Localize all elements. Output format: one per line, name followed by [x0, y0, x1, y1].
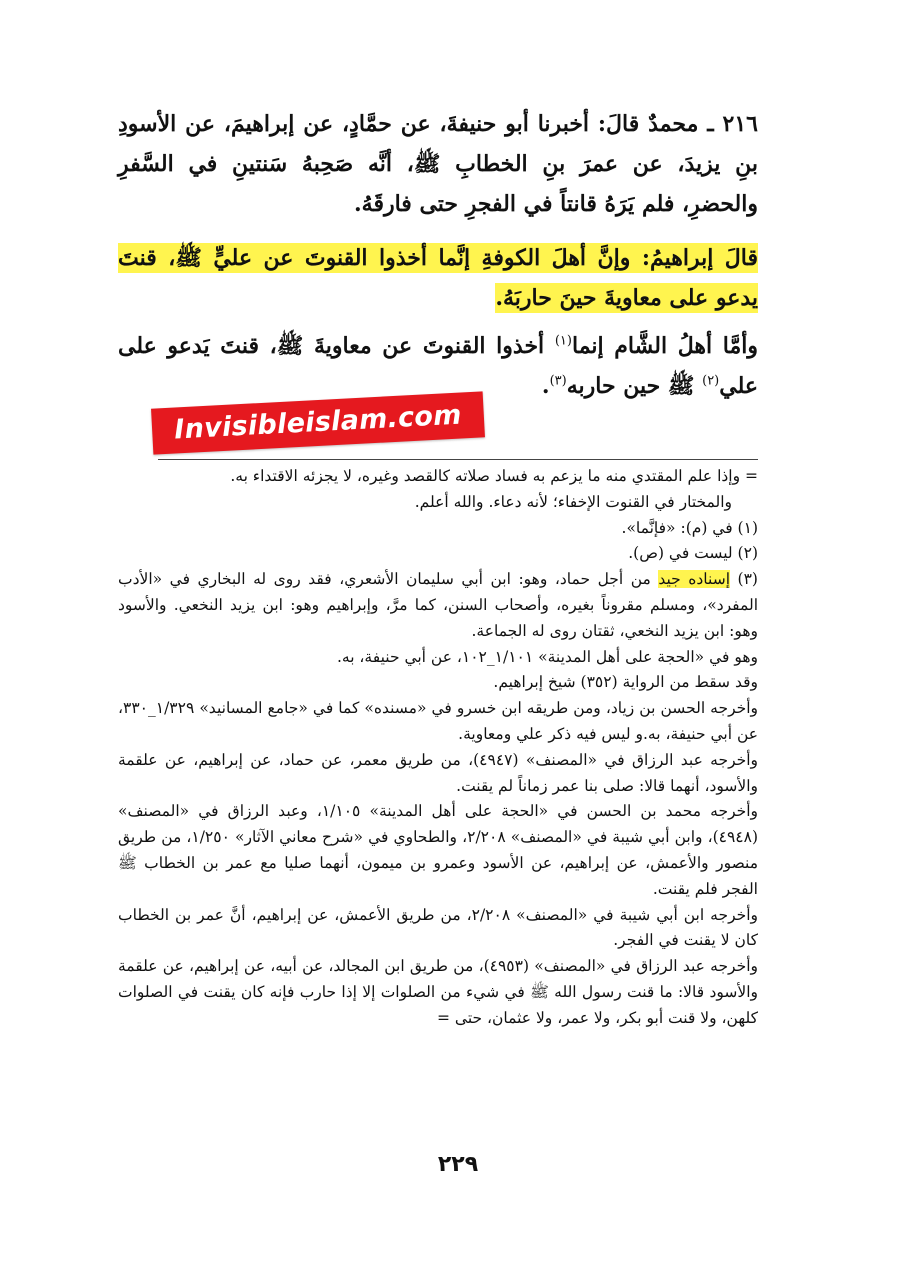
footnote-continuation: = وإذا علم المقتدي منه ما يزعم به فساد صلاته كالقصد وغيره، لا يجزئه الاقتداء به. [230, 467, 758, 485]
footnote-ref-3: (٣) [549, 373, 567, 389]
footnote-3-line: وأخرجه عبد الرزاق في «المصنف» (٤٩٥٣)، من طريق ابن المجالد، عن أبيه، عن إبراهيم، عن علقمة والأسود قالا: ما قنت رسول الله ﷺ في شيء من الصلوات إلا إذا حارب فإنه كان يقنت في الصلوات كلهن، ولا قنت أبو بكر، ولا عمر، ولا عثمان، حتى = [118, 957, 758, 1027]
page-number: ٢٢٩ [437, 1152, 479, 1177]
hadith-paragraph-216 [118, 104, 758, 224]
hadith-text: ٢١٦ ـ محمدٌ قالَ: أخبرنا أبو حنيفةَ، عن حمَّادٍ، عن إبراهيمَ، عن الأسودِ بنِ يزيدَ، عن عمرَ بنِ الخطابِ ﷺ، أنَّه صَحِبهُ سَنتينِ في السَّفرِ والحضرِ، فلم يَرَهُ قانتاً في الفجرِ حتى فارقَهُ. [118, 111, 758, 217]
footnote-continuation-2: والمختار في القنوت الإخفاء؛ لأنه دعاء. والله أعلم. [414, 492, 732, 511]
footnote-3-number: (٣) [730, 570, 758, 589]
watermark-banner: Invisibleislam.com [151, 391, 485, 454]
footnotes [118, 464, 758, 1032]
footnote-3 [118, 567, 758, 644]
footnote-3-line: وهو في «الحجة على أهل المدينة» ١/١٠١_١٠٢، عن أبي حنيفة، به. [336, 647, 758, 666]
footnote-3-highlight: إسناده جيد [658, 570, 731, 589]
sham-text-b: أخذوا القنوتَ عن معاويةَ ﷺ، قنتَ يَدعو على علي [118, 333, 758, 399]
footnote-ref-2: (٢) [702, 373, 720, 389]
footnote-3-line: وأخرجه الحسن بن زياد، ومن طريقه ابن خسرو في «مسنده» كما في «جامع المسانيد» ١/٣٢٩_٣٣٠، عن أبي حنيفة، به.و ليس فيه ذكر علي ومعاوية. [118, 699, 758, 743]
sham-text-a: وأمَّا أهلُ الشَّام إنما [571, 333, 759, 359]
highlighted-paragraph [118, 238, 758, 318]
sham-text-d: . [541, 373, 550, 399]
footnote-3-line: وأخرجه عبد الرزاق في «المصنف» (٤٩٤٧)، من طريق معمر، عن حماد، عن إبراهيم، عن علقمة والأسود، أنهما قالا: صلى بنا عمر زماناً لم يقنت. [118, 750, 758, 795]
footnote-3-text: من أجل حماد، وهو: ابن أبي سليمان الأشعري، فقد روى له البخاري في «الأدب المفرد»، ومسلم مقروناً بغيره، وأصحاب السنن، كما مرَّ، وإبراهيم وهو: ابن يزيد النخعي. والأسود وهو: ابن يزيد النخعي، ثقتان روى له الجماعة. [118, 570, 758, 640]
footnote-3-line: وقد سقط من الرواية (٣٥٢) شيخ إبراهيم. [493, 673, 758, 692]
footnote-divider [158, 459, 758, 460]
footnote-3-line: وأخرجه ابن أبي شيبة في «المصنف» ٢/٢٠٨، من طريق الأعمش، عن إبراهيم، أنَّ عمر بن الخطاب كان لا يقنت في الفجر. [118, 905, 758, 950]
footnote-ref-1: (١) [554, 333, 572, 349]
footnote-1: (١) في (م): «فإنَّما». [621, 518, 758, 537]
highlighted-text: قالَ إبراهيمُ: وإنَّ أهلَ الكوفةِ إنَّما أخذوا القنوتَ عن عليٍّ ﷺ، قنتَ يدعو على معاويةَ حينَ حاربَهُ. [118, 245, 758, 311]
footnote-2: (٢) ليست في (ص). [628, 544, 758, 563]
sham-text-c: ﷺ حين حاربه [566, 373, 703, 399]
footnote-3-line: وأخرجه محمد بن الحسن في «الحجة على أهل المدينة» ١/١٠٥، وعبد الرزاق في «المصنف» (٤٩٤٨)، وابن أبي شيبة في «المصنف» ٢/٢٠٨، والطحاوي في «شرح معاني الآثار» ١/٢٥٠، من طريق منصور والأعمش، عن إبراهيم، عن الأسود وعمرو بن ميمون، أنهما صليا مع عمر بن الخطاب ﷺ الفجر فلم يقنت. [118, 802, 759, 898]
